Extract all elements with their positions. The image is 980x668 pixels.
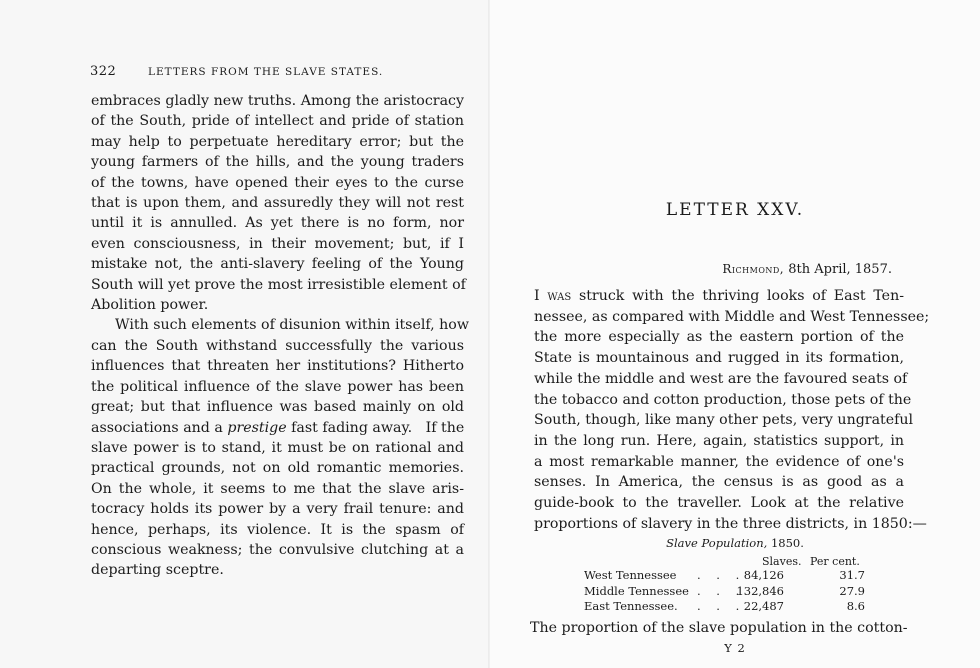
- leader-dots: . . .: [697, 599, 746, 613]
- text-segment: If the: [425, 419, 465, 436]
- text-line: conscious weakness; the convulsive clutching at a: [91, 541, 464, 558]
- row-percent: 27.9: [839, 584, 865, 598]
- text-line: tocracy holds its power by a very frail tenure: and: [91, 501, 464, 518]
- text-segment: associations and a: [91, 419, 223, 436]
- text-line: a most remarkable manner, the evidence of one's: [534, 453, 904, 470]
- text-line: [534, 286, 904, 307]
- row-slaves: 22,487: [743, 599, 784, 613]
- signature-mark: Y 2: [724, 641, 746, 655]
- left-body-text: [91, 91, 469, 581]
- leader-dots: . . .: [697, 568, 746, 582]
- text-line: of the towns, have opened their eyes to the curse: [91, 174, 464, 191]
- leader-dots: . . .: [697, 584, 746, 598]
- text-line: mistake not, the anti-slavery feeling of the Young: [91, 256, 464, 273]
- row-slaves: 132,846: [736, 584, 784, 598]
- dateline-date: 8th April, 1857.: [788, 262, 892, 277]
- text-line: may help to perpetuate hereditary error; but the: [91, 133, 464, 150]
- table-row: [490, 599, 980, 615]
- text-line: guide-book to the traveller. Look at the relative: [534, 495, 904, 512]
- row-name: East Tennessee.: [584, 599, 678, 613]
- text-line: great; but that influence was based mainly on old: [91, 399, 464, 416]
- table-row: [490, 568, 980, 584]
- text-line: On the whole, it seems to me that the slave aris-: [91, 480, 464, 497]
- text-segment: fast fading away.: [291, 419, 413, 436]
- running-head: [90, 64, 383, 79]
- italic-word: prestige: [227, 419, 287, 436]
- text-line: the tobacco and cotton production, those pets of the: [534, 391, 912, 408]
- right-page: [490, 0, 980, 668]
- text-line: hence, perhaps, its violence. It is the spasm of: [91, 521, 464, 538]
- running-title: LETTERS FROM THE SLAVE STATES.: [148, 66, 384, 78]
- table-row: [490, 584, 980, 600]
- text-line: influences that threaten her institutions? Hitherto: [91, 358, 464, 375]
- dateline-place: Richmond,: [722, 262, 785, 276]
- text-line: practical grounds, not on old romantic memories.: [91, 460, 464, 477]
- text-line: departing sceptre.: [91, 562, 224, 579]
- column-header-slaves: Slaves.: [762, 555, 802, 568]
- text-line: the political influence of the slave power has been: [91, 378, 464, 395]
- row-percent: 31.7: [839, 568, 865, 582]
- text-line: South will yet prove the most irresistible element of: [91, 276, 466, 293]
- text-line: embraces gladly new truths. Among the aristocracy: [91, 93, 464, 109]
- text-line: proportions of slavery in the three districts, in 1850:—: [534, 515, 927, 532]
- text-line: in the long run. Here, again, statistics support, in: [534, 432, 904, 449]
- text-line: nessee, as compared with Middle and West Tennessee;: [534, 308, 930, 325]
- text-line: young farmers of the hills, and the young traders: [91, 154, 464, 171]
- text-line: slave power is to stand, it must be on rational and: [91, 439, 464, 456]
- right-body-text: [534, 286, 930, 534]
- column-header-percent: Per cent.: [810, 555, 860, 568]
- opening-words: I was: [534, 288, 572, 304]
- text-line: Abolition power.: [91, 297, 209, 314]
- text-line: that is upon them, and assuredly they will not rest: [91, 195, 464, 212]
- letter-title: LETTER XXV.: [665, 200, 805, 220]
- text-segment: struck with the thriving looks of East Ten-: [578, 288, 905, 304]
- text-line: can the South withstand successfully the various: [91, 337, 464, 354]
- row-percent: 8.6: [846, 599, 865, 613]
- text-line: until it is annulled. As yet there is no form, nor: [91, 215, 464, 232]
- text-line-with-italic: [91, 418, 464, 438]
- dateline: [722, 262, 892, 277]
- text-line: while the middle and west are the favoured seats of: [534, 370, 908, 387]
- page-number: 322: [90, 64, 117, 79]
- row-slaves: 84,126: [743, 568, 784, 582]
- row-name: West Tennessee: [584, 568, 677, 582]
- table-caption-text: Slave Population,: [666, 536, 768, 550]
- table-caption: [490, 536, 980, 550]
- text-line: State is mountainous and rugged in its formation,: [534, 350, 904, 367]
- text-line: the more especially as the eastern portion of the: [534, 329, 904, 346]
- row-name: Middle Tennessee: [584, 584, 689, 598]
- text-line: of the South, pride of intellect and pride of station: [91, 113, 464, 130]
- text-line: South, though, like many other pets, very ungrateful: [534, 412, 914, 429]
- text-line: senses. In America, the census is as good as a: [534, 474, 904, 491]
- continuation-line: The proportion of the slave population in the cotton-: [530, 620, 908, 636]
- table-caption-year: 1850.: [770, 536, 804, 550]
- text-line: even consciousness, in their movement; but, if I: [91, 235, 464, 252]
- paragraph-start-line: With such elements of disunion within itself, how: [115, 317, 469, 334]
